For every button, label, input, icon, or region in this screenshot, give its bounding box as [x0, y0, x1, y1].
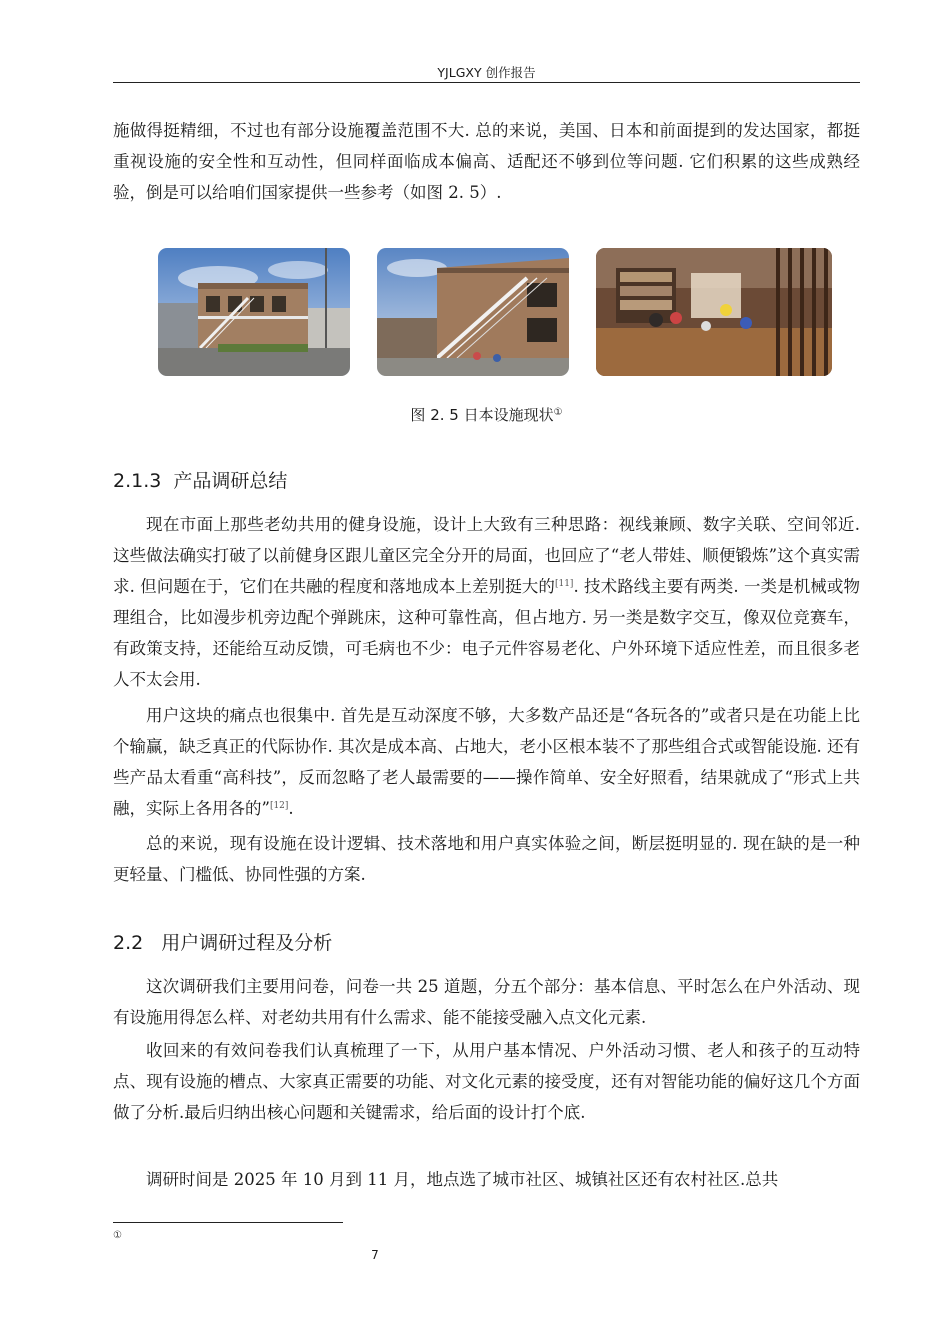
- figure-2-5: [158, 248, 832, 376]
- photo-exterior-staircase: [377, 248, 569, 376]
- photo-building-exterior: [158, 248, 350, 376]
- section-title: 产品调研总结: [173, 470, 288, 492]
- paragraph-survey-time: 调研时间是 2025 年 10 月到 11 月，地点选了城市社区、城镇社区还有农村社区.总共: [146, 1170, 779, 1189]
- paragraph-conclusion: 总的来说，现有设施在设计逻辑、技术落地和用户真实体验之间，断层挺明显的. 现在缺的是一种更轻量、门槛低、协同性强的方案.: [113, 834, 860, 884]
- paragraph-text: 用户这块的痛点也很集中. 首先是互动深度不够，大多数产品还是“各玩各的”或者只是在功能上比个输赢，缺乏真正的代际协作. 其次是成本高、占地大，老小区根本装不了那些组合式或智能设施. 还有些产品太看重“高科技”，反而忽略了老人最需要的——操作简单、安全好照看，结果就成了“形式上共融，实际上各用各的”: [113, 706, 860, 818]
- citation-12: [12]: [269, 801, 289, 811]
- section-heading-2-2: [113, 929, 332, 957]
- paragraph-text: .: [288, 799, 294, 818]
- footnote: ①: [113, 1230, 122, 1241]
- section-number: 2.2: [113, 932, 144, 954]
- section-heading-2-1-3: [113, 467, 287, 495]
- paragraph-text: . 技术路线主要有两类. 一类是机械或物理组合，比如漫步机旁边配个弹跳床，这种可靠性高，但占地方. 另一类是数字交互，像双位竞赛车，有政策支持，还能给互动反馈，可毛病也不少：电子元件容易老化、户外环境下适应性差，而且很多老人不太会用.: [113, 577, 860, 689]
- paragraph-user-pain-points: [113, 700, 860, 824]
- citation-11: [11]: [554, 579, 574, 589]
- footnote-ref-mark: ①: [553, 407, 563, 418]
- paragraph-survey-method: 这次调研我们主要用问卷，问卷一共 25 道题，分五个部分：基本信息、平时怎么在户外活动、现有设施用得怎么样、对老幼共用有什么需求、能不能接受融入点文化元素.: [113, 977, 860, 1027]
- paragraph-product-summary: [113, 509, 860, 695]
- section-number: 2.1.3: [113, 470, 162, 492]
- page-number: 7: [371, 1248, 379, 1262]
- paragraph-text: 现在市面上那些老幼共用的健身设施，设计上大致有三种思路：视线兼顾、数字关联、空间邻近. 这些做法确实打破了以前健身区跟儿童区完全分开的局面，也回应了“老人带娃、顺便锻炼”这个真实需求. 但问题在于，它们在共融的程度和落地成本上差别挺大的: [113, 515, 860, 596]
- paragraph-survey-analysis: 收回来的有效问卷我们认真梳理了一下，从用户基本情况、户外活动习惯、老人和孩子的互动特点、现有设施的槽点、大家真正需要的功能、对文化元素的接受度，还有对智能功能的偏好这几个方面做了分析.最后归纳出核心问题和关键需求，给后面的设计打个底.: [113, 1041, 860, 1122]
- paragraph-intro: 施做得挺精细，不过也有部分设施覆盖范围不大. 总的来说，美国、日本和前面提到的发达国家，都挺重视设施的安全性和互动性，但同样面临成本偏高、适配还不够到位等问题. 它们积累的这些成熟经验，倒是可以给咱们国家提供一些参考（如图 2. 5）.: [113, 121, 860, 202]
- photo-interior-activity: [596, 248, 832, 376]
- section-title: 用户调研过程及分析: [161, 932, 333, 954]
- footnote-divider: [113, 1222, 343, 1223]
- running-header: YJLGXY 创作报告: [113, 64, 860, 83]
- figure-caption-text: 图 2. 5 日本设施现状: [410, 406, 554, 424]
- figure-caption: [113, 404, 860, 426]
